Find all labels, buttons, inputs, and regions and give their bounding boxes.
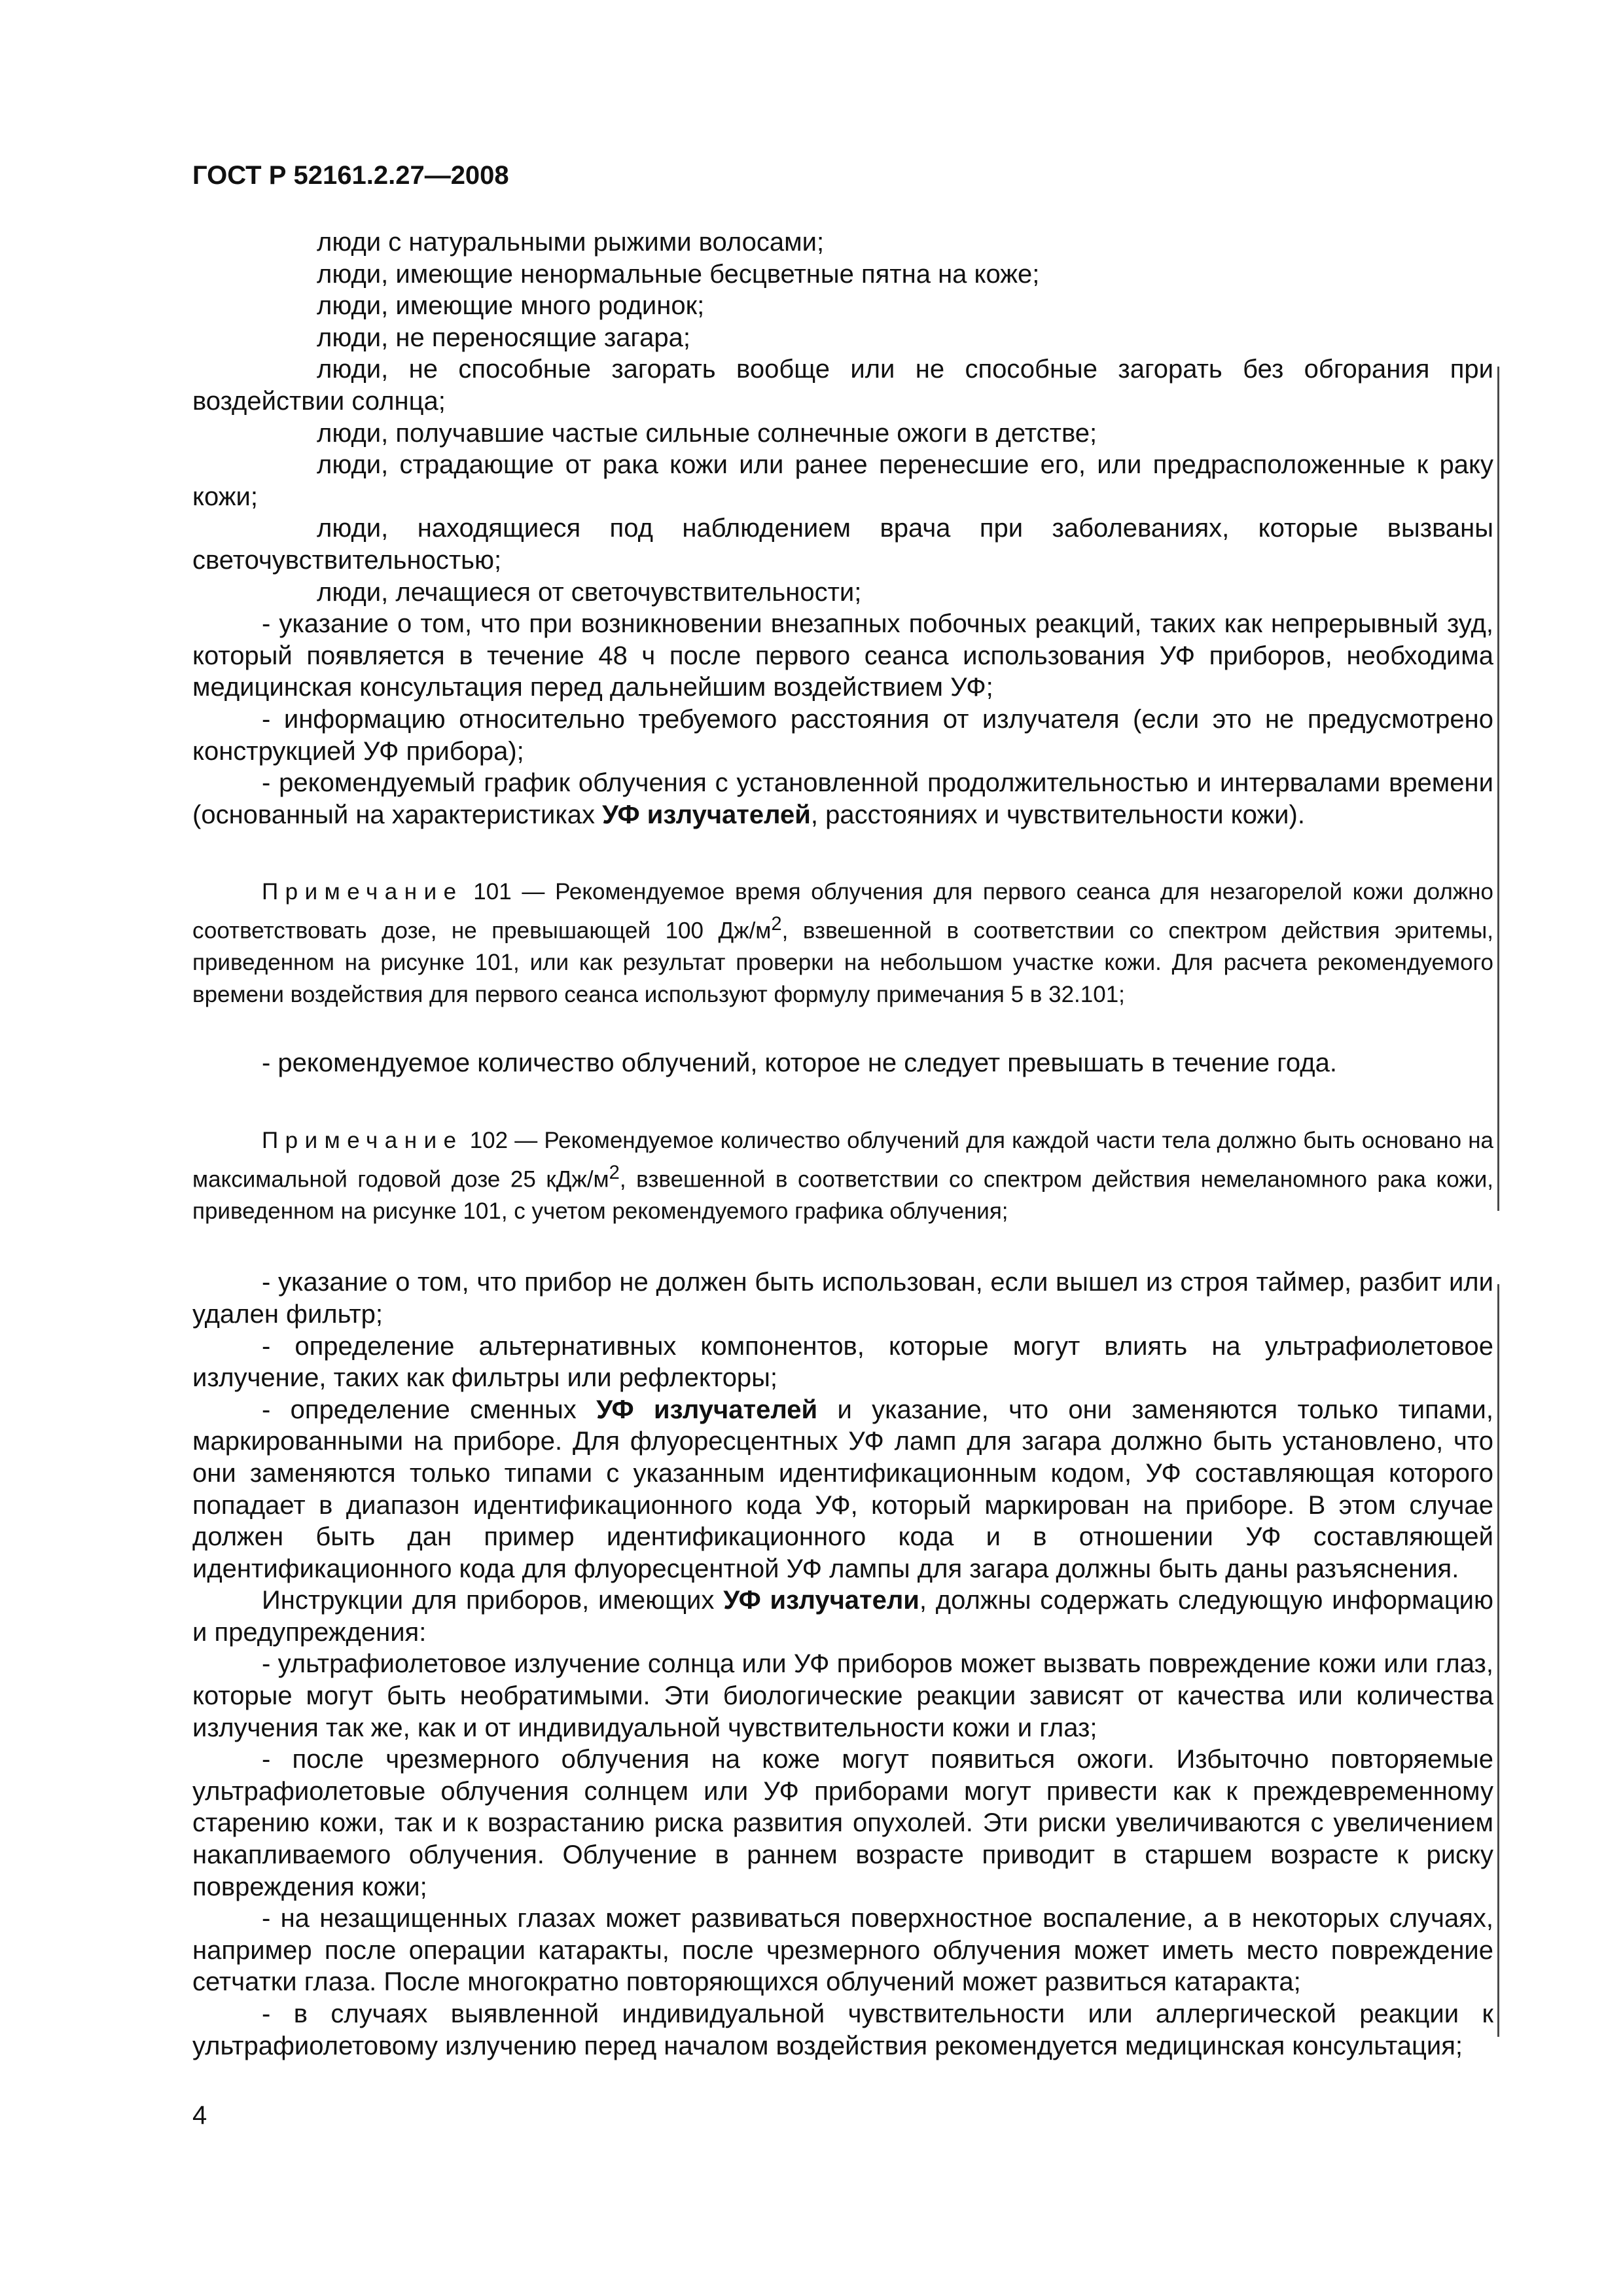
list-item: люди, не переносящие загара; <box>317 323 690 352</box>
change-bar <box>1497 367 1499 1211</box>
dash-item: - на незащищенных глазах может развиваться поверхностное воспаление, а в некоторых случаях, например после операции катаракты, после чрезмерного облучения может иметь место повреждение сетчатки глаза. После многократно повторяющихся облучений может развиться катаракта; <box>192 1904 1493 1997</box>
document-body <box>192 226 1493 2062</box>
change-bar <box>1497 1284 1499 2037</box>
list-item: люди, находящиеся под наблюдением врача при заболеваниях, которые вызваны светочувствительностью; <box>192 514 1493 575</box>
dash-item-replace: - определение сменных УФ излучателей и указание, что они заменяются только типами, маркированными на приборе. Для флуоресцентных УФ ламп для загара должно быть установлено, что они заменяются только типами с указанным идентификационным кодом, УФ составляющая которого попадает в диапазон идентификационного кода УФ, который маркирован на приборе. В этом случае должен быть дан пример идентификационного кода и в отношении УФ составляющей идентификационного кода для флуоресцентной УФ лампы для загара должны быть даны разъяснения. <box>192 1395 1494 1583</box>
note-label: Примечание <box>262 879 463 905</box>
note-101: Примечание 101 — Рекомендуемое время облучения для первого сеанса для незагорелой кожи должно соответствовать дозе, не превышающей 100 $Дж/м^2$, взвешенной в соответствии со спектром действия эритемы, приведенном на рисунке 101, или как результат проверки на небольшом участке кожи. Для расчета рекомендуемого времени воздействия для первого сеанса используют формулу примечания 5 в 32.101; <box>192 879 1493 1007</box>
list-item: люди с натуральными рыжими волосами; <box>317 228 825 257</box>
page-number: 4 <box>192 2101 207 2130</box>
list-item: люди, имеющие много родинок; <box>317 291 705 321</box>
list-item: люди, не способные загорать вообще или не способные загорать без обгорания при воздействии солнца; <box>192 355 1493 416</box>
list-item: люди, лечащиеся от светочувствительности; <box>317 577 862 607</box>
dash-item-schedule: - рекомендуемый график облучения с установленной продолжительностью и интервалами времени (основанный на характеристиках УФ излучателей, расстояниях и чувствительности кожи). <box>192 768 1493 829</box>
note-label: Примечание <box>262 1127 463 1153</box>
note-102: Примечание 102 — Рекомендуемое количество облучений для каждой части тела должно быть основано на максимальной годовой дозе 25 кДж/$м^2$, взвешенной в соответствии со спектром действия немеланомного рака кожи, приведенном на рисунке 101, с учетом рекомендуемого графика облучения; <box>192 1127 1494 1224</box>
dash-item: - указание о том, что при возникновении внезапных побочных реакций, таких как непрерывный зуд, который появляется в течение 48 ч после первого сеанса использования УФ приборов, необходима медицинская консультация перед дальнейшим воздействием УФ; <box>192 609 1493 702</box>
list-item: люди, имеющие ненормальные бесцветные пятна на коже; <box>317 259 1040 289</box>
document-header: ГОСТ Р 52161.2.27—2008 <box>192 161 509 190</box>
dash-item: - в случаях выявленной индивидуальной чувствительности или аллергической реакции к ультрафиолетовому излучению перед началом воздействия рекомендуется медицинская консультация; <box>192 2000 1493 2060</box>
dash-item: - после чрезмерного облучения на коже могут появиться ожоги. Избыточно повторяемые ультрафиолетовые облучения солнцем или УФ приборами могут привести как к преждевременному старению кожи, так и к возрастанию риска развития опухолей. Эти риски увеличиваются с увеличением накапливаемого облучения. Облучение в раннем возрасте приводит в старшем возрасте к риску повреждения кожи; <box>192 1745 1493 1901</box>
list-item: люди, страдающие от рака кожи или ранее перенесшие его, или предрасположенные к раку кожи; <box>192 450 1493 511</box>
dash-item-timer: - указание о том, что прибор не должен быть использован, если вышел из строя таймер, разбит или удален фильтр; <box>192 1268 1493 1329</box>
dash-item: - ультрафиолетовое излучение солнца или УФ приборов может вызвать повреждение кожи или глаз, которые могут быть необратимыми. Эти биологические реакции зависят от качества или количества излучения так же, как и от индивидуальной чувствительности кожи и глаз; <box>192 1649 1493 1742</box>
dash-item-count: - рекомендуемое количество облучений, которое не следует превышать в течение года. <box>262 1049 1337 1078</box>
instructions-paragraph: Инструкции для приборов, имеющих УФ излучатели, должны содержать следующую информацию и предупреждения: <box>192 1586 1494 1647</box>
list-item: люди, получавшие частые сильные солнечные ожоги в детстве; <box>317 418 1097 448</box>
dash-item: - информацию относительно требуемого расстояния от излучателя (если это не предусмотрено конструкцией УФ прибора); <box>192 704 1493 766</box>
dash-item-alt: - определение альтернативных компонентов, которые могут влиять на ультрафиолетовое излучение, таких как фильтры или рефлекторы; <box>192 1331 1493 1393</box>
